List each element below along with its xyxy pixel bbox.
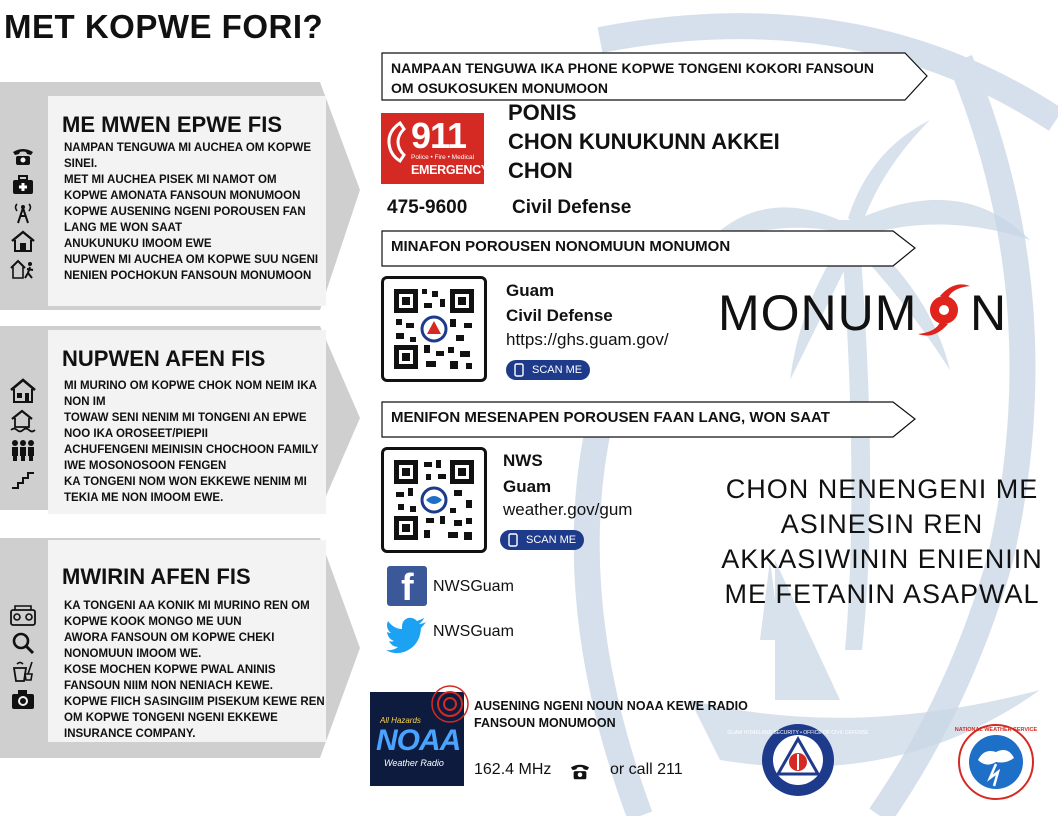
badge-word: EMERGENCY [411, 163, 489, 177]
noaa-logo-main: NOAA [376, 724, 461, 757]
ghs-qr-code[interactable] [381, 276, 487, 382]
message-line: ASINESIN REN [780, 509, 984, 539]
list-line: NOO IKA OROSEET/PIEPII [64, 428, 208, 440]
twitter-icon[interactable] [386, 617, 428, 653]
evacuation-icon [10, 258, 36, 280]
badge-services: Police • Fire • Medical [411, 154, 475, 161]
risk-message [706, 472, 1058, 612]
during-storm-list [64, 378, 324, 506]
civil-defense-number: 475-9600 [387, 197, 468, 218]
list-line: IWE MOSONOSOON FENGEN [64, 460, 227, 472]
before-storm-list [64, 140, 324, 284]
magnifier-icon [10, 632, 36, 654]
list-line: MET MI AUCHEA PISEK MI NAMOT OM [64, 174, 277, 186]
qr-pattern [384, 450, 484, 550]
list-line: KA TONGENI AA KONIK MI MURINO REN OM [64, 600, 310, 612]
family-icon [10, 438, 36, 462]
list-line: OM KOPWE TONGENI NGENI EKKEWE [64, 712, 278, 724]
civil-defense-label: Civil Defense [512, 197, 632, 218]
ghs-org-line1: Guam [506, 281, 555, 300]
first-aid-kit-icon [10, 174, 36, 196]
radio-frequency: 162.4 MHz [474, 761, 552, 778]
monumoon-logo [718, 280, 1054, 344]
list-line: KOSE MOCHEN KOPWE PWAL ANINIS [64, 664, 276, 676]
nws-seal [956, 722, 1036, 802]
stairs-icon [10, 468, 36, 490]
telephone-icon [568, 762, 592, 782]
nws-seal-text: NATIONAL WEATHER SERVICE [954, 727, 1038, 733]
list-line: KOPWE KOOK MONGO ME UUN [64, 616, 242, 628]
emergency-fire: CHON KUNUKUNN AKKEI [508, 129, 780, 154]
emergency-banner [381, 59, 911, 99]
homeland-security-seal [727, 722, 869, 798]
list-line: NONOMUUN IMOOM WE. [64, 648, 202, 660]
nws-url[interactable]: weather.gov/gum [503, 500, 633, 519]
house-icon [10, 230, 36, 252]
monumoon-logo-art [718, 280, 1054, 344]
list-line: KOPWE AUSENING NGENI POROUSEN FAN [64, 206, 306, 218]
radio-line1: AUSENING NGENI NOUN NOAA KEWE RADIO [474, 699, 748, 713]
nws-org-line2: Guam [503, 477, 552, 496]
nws-qr-code[interactable] [381, 447, 487, 553]
telephone-icon [10, 146, 36, 168]
list-line: NUPWEN MI AUCHEA OM KOPWE SUU NGENI [64, 254, 319, 266]
list-line: SINEI. [64, 158, 98, 170]
noaa-logo-bottom: Weather Radio [384, 758, 444, 768]
radio-icon [10, 604, 36, 626]
home-icon [10, 378, 36, 404]
mobile-phone-icon [512, 363, 526, 377]
list-line: LANG ME WON SAAT [64, 222, 182, 234]
phone-handset-icon [386, 121, 408, 163]
scan-label: SCAN ME [532, 364, 583, 376]
flooded-house-icon [10, 408, 36, 434]
list-line: ANUKUNUKU IMOOM EWE [64, 238, 212, 250]
cleanup-icon [10, 660, 36, 682]
list-line: AWORA FANSOUN OM KOPWE CHEKI [64, 632, 275, 644]
mobile-phone-icon [506, 533, 520, 547]
nws-banner-text: MENIFON MESENAPEN POROUSEN FAAN LANG, WON SAAT [391, 409, 830, 426]
list-line: TEKIA ME NON IMOOM EWE. [64, 492, 224, 504]
list-line: KOPWE FIICH SASINGIIM PISEKUM KEWE REN [64, 696, 325, 708]
after-storm-list [64, 598, 324, 742]
list-line: ACHUFENGENI MEINISIN CHOCHOON FAMILY [64, 444, 319, 456]
list-line: KA TONGENI NOM WON EKKEWE NENIM MI [64, 476, 307, 488]
facebook-handle[interactable]: NWSGuam [433, 578, 514, 595]
ghs-banner-text: MINAFON POROUSEN NONOMUUN MONUMON [391, 238, 731, 255]
emergency-medical: CHON [508, 158, 573, 183]
ghs-org-line2: Civil Defense [506, 306, 613, 325]
ghs-banner [381, 230, 901, 266]
after-storm-card [48, 540, 326, 742]
noaa-weather-radio-logo [370, 692, 464, 786]
list-line: FANSOUN NIIM NON NENIACH KEWE. [64, 680, 273, 692]
scan-label: SCAN ME [526, 534, 577, 546]
ghs-seal-text: GUAM HOMELAND SECURITY • OFFICE OF CIVIL DEFENSE [727, 730, 869, 736]
radio-tower-icon [10, 202, 36, 224]
emergency-banner-line: OM OSUKOSUKEN MONUMOON [391, 80, 608, 96]
list-line: NENIEN POCHOKUN FANSOUN MONUMOON [64, 270, 312, 282]
list-line: INSURANCE COMPANY. [64, 728, 196, 740]
list-line: NAMPAN TENGUWA MI AUCHEA OM KOPWE [64, 142, 312, 154]
nws-scan-button[interactable] [500, 530, 584, 550]
message-line: ME FETANIN ASAPWAL [724, 579, 1040, 609]
page-title: MET KOPWE FORI? [4, 8, 324, 45]
emergency-police: PONIS [508, 100, 577, 125]
list-line: KOPWE AMONATA FANSOUN MONUMOON [64, 190, 301, 202]
during-storm-card [48, 330, 326, 514]
twitter-handle[interactable]: NWSGuam [433, 623, 514, 640]
svg-text:N: N [970, 285, 1007, 341]
noaa-logo-top: All Hazards [380, 716, 421, 725]
facebook-icon[interactable]: f [387, 566, 427, 606]
emergency-banner-line: NAMPAAN TENGUWA IKA PHONE KOPWE TONGENI KOKORI FANSOUN [391, 60, 875, 76]
ghs-url[interactable]: https://ghs.guam.gov/ [506, 330, 669, 349]
message-line: CHON NENENGENI ME [725, 474, 1039, 504]
emergency-911-badge [381, 113, 489, 184]
before-storm-heading: ME MWEN EPWE FIS [62, 112, 282, 137]
hurricane-icon [918, 284, 970, 335]
nws-banner [381, 401, 901, 437]
after-storm-heading: MWIRIN AFEN FIS [62, 564, 251, 589]
badge-number: 911 [411, 115, 467, 156]
list-line: MI MURINO OM KOPWE CHOK NOM NEIM IKA [64, 380, 317, 392]
message-line: AKKASIWININ ENIENIIN [721, 544, 1043, 574]
during-storm-heading: NUPWEN AFEN FIS [62, 346, 266, 371]
list-line: NON IM [64, 396, 106, 408]
nws-org-line1: NWS [503, 451, 543, 470]
camera-icon [10, 688, 36, 710]
svg-text:MONUM: MONUM [718, 285, 918, 341]
list-line: TOWAW SENI NENIM MI TONGENI AN EPWE [64, 412, 307, 424]
before-storm-card [48, 96, 326, 306]
ghs-scan-button[interactable] [506, 360, 590, 380]
radio-call: or call 211 [610, 761, 683, 778]
qr-pattern [384, 279, 484, 379]
radio-line2: FANSOUN MONUMOON [474, 716, 616, 730]
